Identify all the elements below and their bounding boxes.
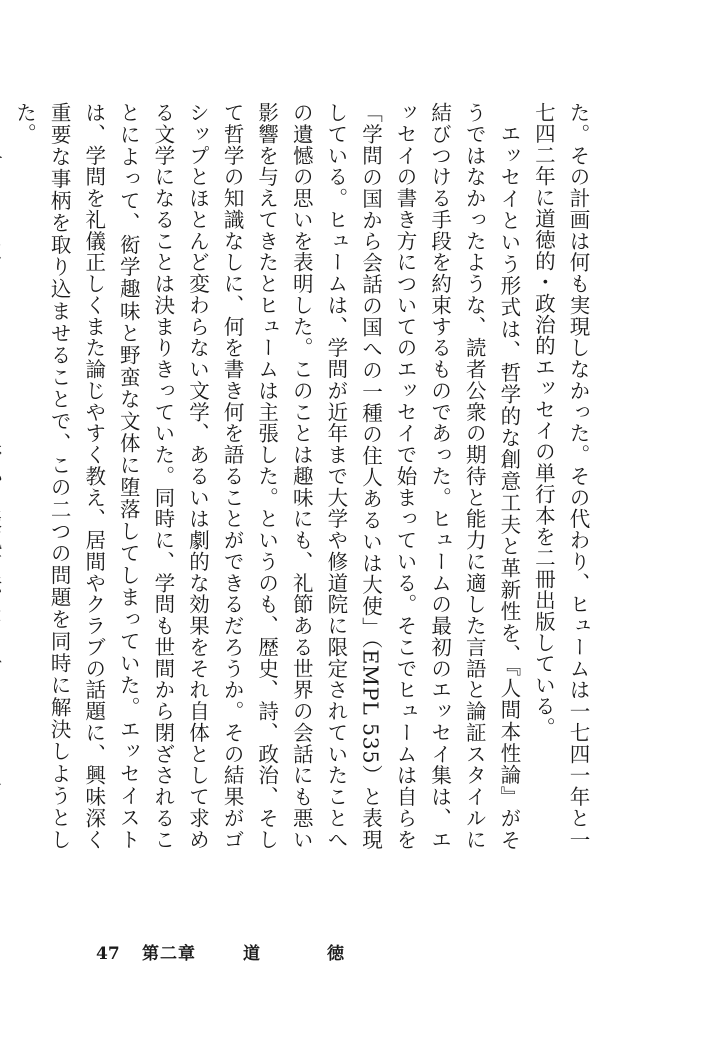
chapter-title-char-2: 徳 <box>327 944 345 964</box>
page-number: 47 <box>96 944 120 964</box>
chapter-label: 第二章 <box>142 944 196 964</box>
chapter-title <box>243 941 345 967</box>
chapter-title-char-1: 道 <box>243 944 261 964</box>
paragraph-continuation: た。その計画は何も実現しなかった。その代わり、ヒュームは一七四一年と一七四二年に道徳的・政治的エッセイの単行本を二冊出版している。 <box>531 102 590 850</box>
paragraph-essay-form: エッセイという形式は、哲学的な創意工夫と革新性を、『人間本性論』がそうではなかったような、読者公衆の期待と能力に適した言語と論証スタイルに結びつける手段を約束するものであった。ヒュームの最初のエッセイ集は、エッセイの書き方についてのエッセイで始まっている。そこでヒュームは自らを「学問の国から会話の国への一種の住人あるいは大使」（EMPL 535）と表現している。ヒュームは、学問が近年まで大学や修道院に限定されていたことへの遺憾の思いを表明した。このことは趣味にも、礼節ある世界の会話にも悪い影響を与えてきたとヒュームは主張した。というのも、歴史、詩、政治、そして哲学の知識なしに、何を書き何を語ることができるだろうか。その結果がゴシップとほとんど変わらない文学、あるいは劇的な効果をそれ自体として求める文学になることは決まりきっていた。同時に、学問も世間から閉ざされることによって、衒学趣味と野蛮な文体に堕落してしまっていた。エッセイストは、学問を礼儀正しくまた論じやすく教え、居間やクラブの話題に、興味深く重要な事柄を取り込ませることで、この二つの問題を同時に解決しようとした。 <box>12 102 521 850</box>
paragraph-essayist-ambition <box>0 102 7 850</box>
body-text <box>12 102 595 850</box>
